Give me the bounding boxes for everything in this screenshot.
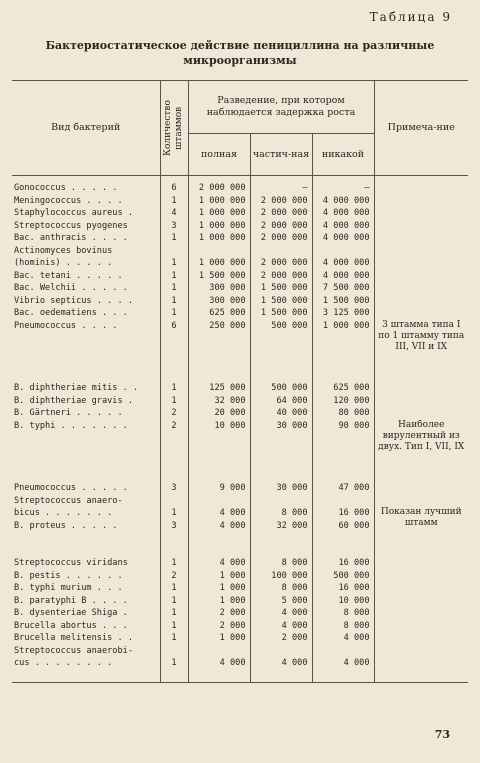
- strains-cell: 6: [160, 176, 188, 195]
- species-cell: [12, 332, 160, 345]
- header-partial: частич-ная: [250, 134, 312, 176]
- partial-inhibition-cell: [250, 545, 312, 558]
- table-row: [12, 607, 468, 620]
- full-inhibition-cell: 1 000 000: [188, 232, 250, 245]
- note-cell: [374, 307, 468, 320]
- note-cell: [374, 570, 468, 583]
- species-cell: [12, 545, 160, 558]
- full-inhibition-cell: 625 000: [188, 307, 250, 320]
- no-inhibition-cell: 16 000: [312, 557, 374, 570]
- species-cell: B. proteus . . . . .: [14, 520, 118, 531]
- full-inhibition-cell: 1 000 000: [188, 257, 250, 270]
- note-cell: [374, 207, 468, 220]
- table-row: [12, 482, 468, 495]
- strains-cell: [160, 370, 188, 383]
- table-row: [12, 507, 468, 520]
- note-cell: [374, 632, 468, 645]
- full-inhibition-cell: 2 000: [188, 620, 250, 633]
- full-inhibition-cell: 9 000: [188, 482, 250, 495]
- table-row: [12, 495, 468, 508]
- species-cell: Vibrio septicus . . . .: [14, 295, 133, 306]
- no-inhibition-cell: 4 000: [312, 632, 374, 645]
- note-cell: [374, 645, 468, 658]
- partial-inhibition-cell: [250, 245, 312, 258]
- full-inhibition-cell: [188, 445, 250, 458]
- table-row: [12, 557, 468, 570]
- strains-cell: [160, 457, 188, 470]
- no-inhibition-cell: [312, 432, 374, 445]
- species-cell: cus . . . . . . . .: [14, 658, 113, 668]
- header-species: Вид бактерий: [12, 81, 160, 176]
- strains-cell: 6: [160, 320, 188, 333]
- full-inhibition-cell: [188, 245, 250, 258]
- no-inhibition-cell: [312, 445, 374, 458]
- note-cell: 3 штамма типа I по 1 штамму типа III, VII и IX: [374, 320, 468, 370]
- table-row: [12, 232, 468, 245]
- full-inhibition-cell: 4 000: [188, 520, 250, 533]
- no-inhibition-cell: 8 000: [312, 607, 374, 620]
- full-inhibition-cell: 1 000: [188, 595, 250, 608]
- partial-inhibition-cell: 2 000 000: [250, 232, 312, 245]
- partial-inhibition-cell: 1 500 000: [250, 282, 312, 295]
- species-cell: Staphylococcus aureus .: [14, 208, 133, 218]
- partial-inhibition-cell: 40 000: [250, 407, 312, 420]
- species-cell: B. diphtheriae gravis .: [14, 395, 133, 406]
- species-cell: Streptococcus viridans: [14, 558, 128, 568]
- partial-inhibition-cell: [250, 332, 312, 345]
- no-inhibition-cell: 60 000: [312, 520, 374, 533]
- full-inhibition-cell: [188, 545, 250, 558]
- note-cell: [374, 407, 468, 420]
- full-inhibition-cell: 125 000: [188, 382, 250, 395]
- strains-cell: 2: [160, 420, 188, 433]
- species-cell: Bac. tetani . . . . .: [14, 270, 123, 281]
- no-inhibition-cell: 16 000: [312, 582, 374, 595]
- no-inhibition-cell: 625 000: [312, 382, 374, 395]
- species-cell: Pneumococcus . . . . .: [14, 483, 128, 493]
- note-cell: [374, 395, 468, 408]
- full-inhibition-cell: 1 000: [188, 570, 250, 583]
- strains-cell: 3: [160, 482, 188, 495]
- no-inhibition-cell: 7 500 000: [312, 282, 374, 295]
- full-inhibition-cell: 1 000: [188, 632, 250, 645]
- partial-inhibition-cell: [250, 345, 312, 358]
- full-inhibition-cell: 20 000: [188, 407, 250, 420]
- partial-inhibition-cell: [250, 357, 312, 370]
- no-inhibition-cell: [312, 545, 374, 558]
- note-cell: [374, 595, 468, 608]
- no-inhibition-cell: [312, 345, 374, 358]
- note-cell: [374, 470, 468, 483]
- species-cell: Brucella melitensis . .: [14, 633, 133, 643]
- strains-cell: [160, 357, 188, 370]
- note-cell: Наиболее вирулентный из двух. Тип I, VII, IX: [374, 420, 468, 470]
- note-cell: [374, 232, 468, 245]
- partial-inhibition-cell: 32 000: [250, 520, 312, 533]
- strains-cell: 1: [160, 382, 188, 395]
- species-cell: Meningococcus . . . .: [14, 195, 123, 206]
- strains-cell: 1: [160, 395, 188, 408]
- no-inhibition-cell: [312, 532, 374, 545]
- species-cell: B. Gärtneri . . . . .: [14, 408, 123, 418]
- table-row: [12, 295, 468, 308]
- partial-inhibition-cell: 2 000 000: [250, 195, 312, 208]
- partial-inhibition-cell: 4 000: [250, 607, 312, 620]
- strains-cell: [160, 332, 188, 345]
- strains-cell: 1: [160, 270, 188, 283]
- full-inhibition-cell: [188, 645, 250, 658]
- table-row: [12, 595, 468, 608]
- table-row: [12, 382, 468, 395]
- strains-cell: [160, 670, 188, 683]
- table-number: Таблица 9: [369, 10, 452, 24]
- full-inhibition-cell: 300 000: [188, 282, 250, 295]
- full-inhibition-cell: 300 000: [188, 295, 250, 308]
- strains-cell: 1: [160, 582, 188, 595]
- note-cell: [374, 482, 468, 495]
- note-cell: [374, 257, 468, 270]
- no-inhibition-cell: 4 000 000: [312, 220, 374, 233]
- table-row: [12, 407, 468, 420]
- full-inhibition-cell: [188, 357, 250, 370]
- header-none: никакой: [312, 134, 374, 176]
- strains-cell: 4: [160, 207, 188, 220]
- partial-inhibition-cell: 4 000: [250, 657, 312, 670]
- note-cell: [374, 382, 468, 395]
- strains-cell: 1: [160, 295, 188, 308]
- partial-inhibition-cell: 2 000 000: [250, 220, 312, 233]
- species-cell: B. paratyphi B . . . .: [14, 595, 128, 606]
- species-cell: B. typhi . . . . . . .: [14, 420, 128, 431]
- strains-cell: 1: [160, 195, 188, 208]
- full-inhibition-cell: [188, 532, 250, 545]
- partial-inhibition-cell: 8 000: [250, 582, 312, 595]
- header-strains: Количество штаммов: [160, 81, 188, 176]
- note-cell: [374, 220, 468, 233]
- table-row: [12, 307, 468, 320]
- strains-cell: 1: [160, 632, 188, 645]
- strains-cell: [160, 645, 188, 658]
- table-row: [12, 670, 468, 683]
- data-table: [12, 80, 468, 683]
- partial-inhibition-cell: 500 000: [250, 382, 312, 395]
- table-row: [12, 257, 468, 270]
- partial-inhibition-cell: 2 000 000: [250, 257, 312, 270]
- partial-inhibition-cell: [250, 432, 312, 445]
- no-inhibition-cell: 16 000: [312, 507, 374, 520]
- species-cell: Gonococcus . . . . .: [14, 183, 118, 193]
- no-inhibition-cell: [312, 370, 374, 383]
- full-inhibition-cell: [188, 345, 250, 358]
- partial-inhibition-cell: 30 000: [250, 420, 312, 433]
- no-inhibition-cell: 500 000: [312, 570, 374, 583]
- strains-cell: 1: [160, 607, 188, 620]
- note-cell: [374, 195, 468, 208]
- species-cell: bicus . . . . . . .: [14, 508, 113, 518]
- strains-cell: [160, 445, 188, 458]
- partial-inhibition-cell: 5 000: [250, 595, 312, 608]
- strains-cell: [160, 532, 188, 545]
- note-cell: [374, 176, 468, 195]
- no-inhibition-cell: 90 000: [312, 420, 374, 433]
- table-row: [12, 370, 468, 383]
- full-inhibition-cell: 4 000: [188, 557, 250, 570]
- full-inhibition-cell: 250 000: [188, 320, 250, 333]
- no-inhibition-cell: [312, 332, 374, 345]
- note-cell: [374, 295, 468, 308]
- species-cell: (hominis) . . . . .: [14, 258, 113, 268]
- note-cell: [374, 245, 468, 258]
- partial-inhibition-cell: 64 000: [250, 395, 312, 408]
- species-cell: Bac. Welchii . . . . .: [14, 283, 128, 293]
- note-cell: [374, 370, 468, 383]
- no-inhibition-cell: 1 000 000: [312, 320, 374, 333]
- partial-inhibition-cell: 2 000 000: [250, 270, 312, 283]
- no-inhibition-cell: [312, 645, 374, 658]
- full-inhibition-cell: 4 000: [188, 507, 250, 520]
- note-cell: [374, 620, 468, 633]
- table-row: [12, 220, 468, 233]
- full-inhibition-cell: [188, 470, 250, 483]
- note-cell: [374, 282, 468, 295]
- full-inhibition-cell: [188, 670, 250, 683]
- species-cell: [12, 532, 160, 545]
- header-note: Примеча-ние: [374, 81, 468, 176]
- no-inhibition-cell: [312, 495, 374, 508]
- full-inhibition-cell: 1 000: [188, 582, 250, 595]
- strains-cell: [160, 432, 188, 445]
- full-inhibition-cell: [188, 457, 250, 470]
- species-cell: Brucella abortus . . .: [14, 620, 128, 631]
- strains-cell: 1: [160, 620, 188, 633]
- no-inhibition-cell: [312, 457, 374, 470]
- strains-cell: 1: [160, 595, 188, 608]
- partial-inhibition-cell: [250, 495, 312, 508]
- partial-inhibition-cell: [250, 532, 312, 545]
- partial-inhibition-cell: 4 000: [250, 620, 312, 633]
- strains-cell: [160, 545, 188, 558]
- species-cell: Pneumococcus . . . .: [14, 320, 118, 331]
- species-cell: Bac. oedematiens . . .: [14, 308, 128, 318]
- table-row: [12, 470, 468, 483]
- note-cell: [374, 657, 468, 670]
- partial-inhibition-cell: —: [250, 176, 312, 195]
- partial-inhibition-cell: [250, 470, 312, 483]
- species-cell: [12, 670, 160, 683]
- full-inhibition-cell: 2 000: [188, 607, 250, 620]
- table-row: [12, 195, 468, 208]
- partial-inhibition-cell: 2 000: [250, 632, 312, 645]
- strains-cell: [160, 470, 188, 483]
- strains-cell: 1: [160, 282, 188, 295]
- full-inhibition-cell: 2 000 000: [188, 176, 250, 195]
- partial-inhibition-cell: 1 500 000: [250, 295, 312, 308]
- strains-cell: [160, 345, 188, 358]
- table-row: [12, 570, 468, 583]
- partial-inhibition-cell: [250, 370, 312, 383]
- note-cell: [374, 670, 468, 683]
- partial-inhibition-cell: 1 500 000: [250, 307, 312, 320]
- species-cell: [12, 445, 160, 458]
- table-row: [12, 620, 468, 633]
- species-cell: Bac. anthracis . . . .: [14, 233, 128, 243]
- full-inhibition-cell: [188, 370, 250, 383]
- partial-inhibition-cell: 8 000: [250, 557, 312, 570]
- strains-cell: 3: [160, 220, 188, 233]
- header-full: полная: [188, 134, 250, 176]
- no-inhibition-cell: [312, 357, 374, 370]
- table-row: [12, 395, 468, 408]
- species-cell: B. pestis . . . . . .: [14, 570, 123, 581]
- strains-cell: 1: [160, 232, 188, 245]
- no-inhibition-cell: 47 000: [312, 482, 374, 495]
- note-cell: [374, 607, 468, 620]
- table-row: [12, 657, 468, 670]
- table-row: [12, 176, 468, 195]
- partial-inhibition-cell: [250, 445, 312, 458]
- full-inhibition-cell: 4 000: [188, 657, 250, 670]
- species-cell: Streptococcus anaerobi-: [14, 645, 133, 656]
- partial-inhibition-cell: 8 000: [250, 507, 312, 520]
- strains-cell: [160, 245, 188, 258]
- partial-inhibition-cell: 100 000: [250, 570, 312, 583]
- header-dilution-group: Разведение, при котором наблюдается задержка роста: [188, 81, 374, 134]
- strains-cell: 3: [160, 520, 188, 533]
- species-cell: Actinomyces bovinus: [14, 245, 113, 256]
- full-inhibition-cell: 1 000 000: [188, 195, 250, 208]
- no-inhibition-cell: 80 000: [312, 407, 374, 420]
- species-cell: B. dysenteriae Shiga .: [14, 608, 128, 618]
- no-inhibition-cell: [312, 670, 374, 683]
- no-inhibition-cell: 3 125 000: [312, 307, 374, 320]
- species-cell: B. typhi murium . . .: [14, 583, 123, 593]
- no-inhibition-cell: 4 000 000: [312, 257, 374, 270]
- strains-cell: 1: [160, 557, 188, 570]
- table-row: [12, 320, 468, 333]
- table-body: [12, 176, 468, 683]
- full-inhibition-cell: 1 000 000: [188, 220, 250, 233]
- no-inhibition-cell: 4 000 000: [312, 195, 374, 208]
- partial-inhibition-cell: 500 000: [250, 320, 312, 333]
- partial-inhibition-cell: [250, 457, 312, 470]
- partial-inhibition-cell: [250, 645, 312, 658]
- strains-cell: 1: [160, 507, 188, 520]
- species-cell: [12, 345, 160, 358]
- full-inhibition-cell: 1 000 000: [188, 207, 250, 220]
- partial-inhibition-cell: 2 000 000: [250, 207, 312, 220]
- species-cell: [12, 370, 160, 383]
- full-inhibition-cell: 32 000: [188, 395, 250, 408]
- table-row: [12, 632, 468, 645]
- species-cell: [12, 432, 160, 445]
- no-inhibition-cell: 4 000 000: [312, 270, 374, 283]
- species-cell: Streptococcus pyogenes: [14, 220, 128, 231]
- species-cell: Streptococcus anaero-: [14, 495, 123, 506]
- species-cell: [12, 457, 160, 470]
- species-cell: [12, 470, 160, 483]
- no-inhibition-cell: 10 000: [312, 595, 374, 608]
- partial-inhibition-cell: 30 000: [250, 482, 312, 495]
- full-inhibition-cell: 10 000: [188, 420, 250, 433]
- no-inhibition-cell: 4 000 000: [312, 207, 374, 220]
- no-inhibition-cell: 1 500 000: [312, 295, 374, 308]
- table-row: [12, 245, 468, 258]
- full-inhibition-cell: 1 500 000: [188, 270, 250, 283]
- table-row: [12, 270, 468, 283]
- partial-inhibition-cell: [250, 670, 312, 683]
- full-inhibition-cell: [188, 332, 250, 345]
- strains-cell: 2: [160, 570, 188, 583]
- no-inhibition-cell: —: [312, 176, 374, 195]
- no-inhibition-cell: 4 000: [312, 657, 374, 670]
- strains-cell: 1: [160, 257, 188, 270]
- table-row: [12, 645, 468, 658]
- no-inhibition-cell: 8 000: [312, 620, 374, 633]
- note-cell: [374, 582, 468, 595]
- strains-cell: 2: [160, 407, 188, 420]
- note-cell: [374, 270, 468, 283]
- species-cell: [12, 357, 160, 370]
- note-cell: [374, 495, 468, 508]
- table-title: Бактериостатическое действие пенициллина на различные микроорганизмы: [45, 39, 435, 67]
- no-inhibition-cell: 4 000 000: [312, 232, 374, 245]
- note-cell: Показан лучший штамм: [374, 507, 468, 557]
- no-inhibition-cell: [312, 470, 374, 483]
- species-cell: B. diphtheriae mitis . .: [14, 383, 139, 393]
- full-inhibition-cell: [188, 495, 250, 508]
- strains-cell: [160, 495, 188, 508]
- table-row: [12, 582, 468, 595]
- no-inhibition-cell: 120 000: [312, 395, 374, 408]
- full-inhibition-cell: [188, 432, 250, 445]
- strains-cell: 1: [160, 657, 188, 670]
- table-row: [12, 420, 468, 433]
- note-cell: [374, 557, 468, 570]
- table-row: [12, 207, 468, 220]
- table-row: [12, 282, 468, 295]
- strains-cell: 1: [160, 307, 188, 320]
- no-inhibition-cell: [312, 245, 374, 258]
- page-number: 73: [434, 728, 450, 741]
